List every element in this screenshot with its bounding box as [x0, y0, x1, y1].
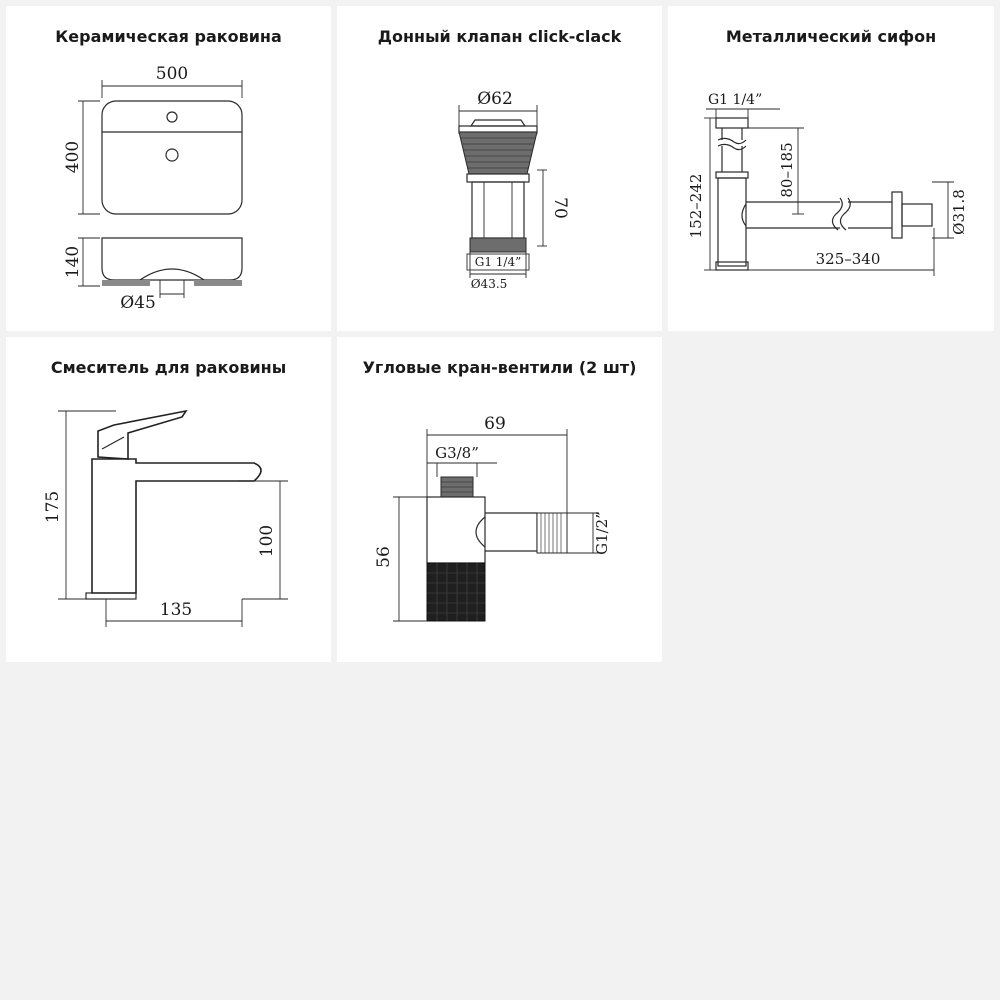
sink-depth-dim: 400: [63, 140, 83, 174]
card-title: Керамическая раковина: [55, 27, 282, 46]
mixer-reach-dim: 135: [159, 600, 193, 620]
card-title: Металлический сифон: [725, 27, 937, 46]
mixer-drawing: [6, 337, 331, 662]
angle-inlet-thread-dim: G3/8”: [435, 444, 479, 462]
valve-drawing: [337, 6, 662, 331]
siphon-pipe-dim: Ø31.8: [950, 189, 968, 235]
sink-drain-dim: Ø45: [120, 293, 156, 313]
card-click-clack-valve: [337, 6, 662, 331]
card-basin-mixer: [6, 337, 331, 662]
siphon-length-dim: 325–340: [815, 250, 881, 268]
angle-outlet-thread-dim: G1/2”: [593, 511, 611, 555]
mixer-spout-height-dim: 100: [257, 524, 277, 558]
card-title: Донный клапан click-clack: [377, 27, 622, 46]
sink-drawing: [6, 6, 331, 331]
card-ceramic-sink: [6, 6, 331, 331]
valve-bottom-dim: Ø43.5: [470, 277, 508, 291]
card-title: Угловые кран-вентили (2 шт): [362, 358, 637, 377]
card-metal-siphon: [668, 6, 994, 331]
card-title: Смеситель для раковины: [50, 358, 287, 377]
siphon-thread-dim: G1 1/4”: [708, 92, 763, 108]
angle-valves-drawing: [337, 337, 662, 662]
siphon-drawing: [668, 6, 994, 331]
valve-height-dim: 70: [550, 197, 570, 219]
sink-width-dim: 500: [155, 64, 189, 84]
sink-height-dim: 140: [63, 245, 83, 279]
angle-height-dim: 56: [374, 546, 394, 568]
siphon-height-dim: 152–242: [687, 173, 705, 239]
angle-length-dim: 69: [484, 414, 506, 434]
mixer-height-dim: 175: [43, 490, 63, 524]
valve-thread-dim: G1 1/4”: [474, 255, 522, 269]
card-angle-valves: [337, 337, 662, 662]
siphon-outlet-height-dim: 80–185: [778, 142, 796, 198]
valve-top-dim: Ø62: [477, 89, 513, 109]
